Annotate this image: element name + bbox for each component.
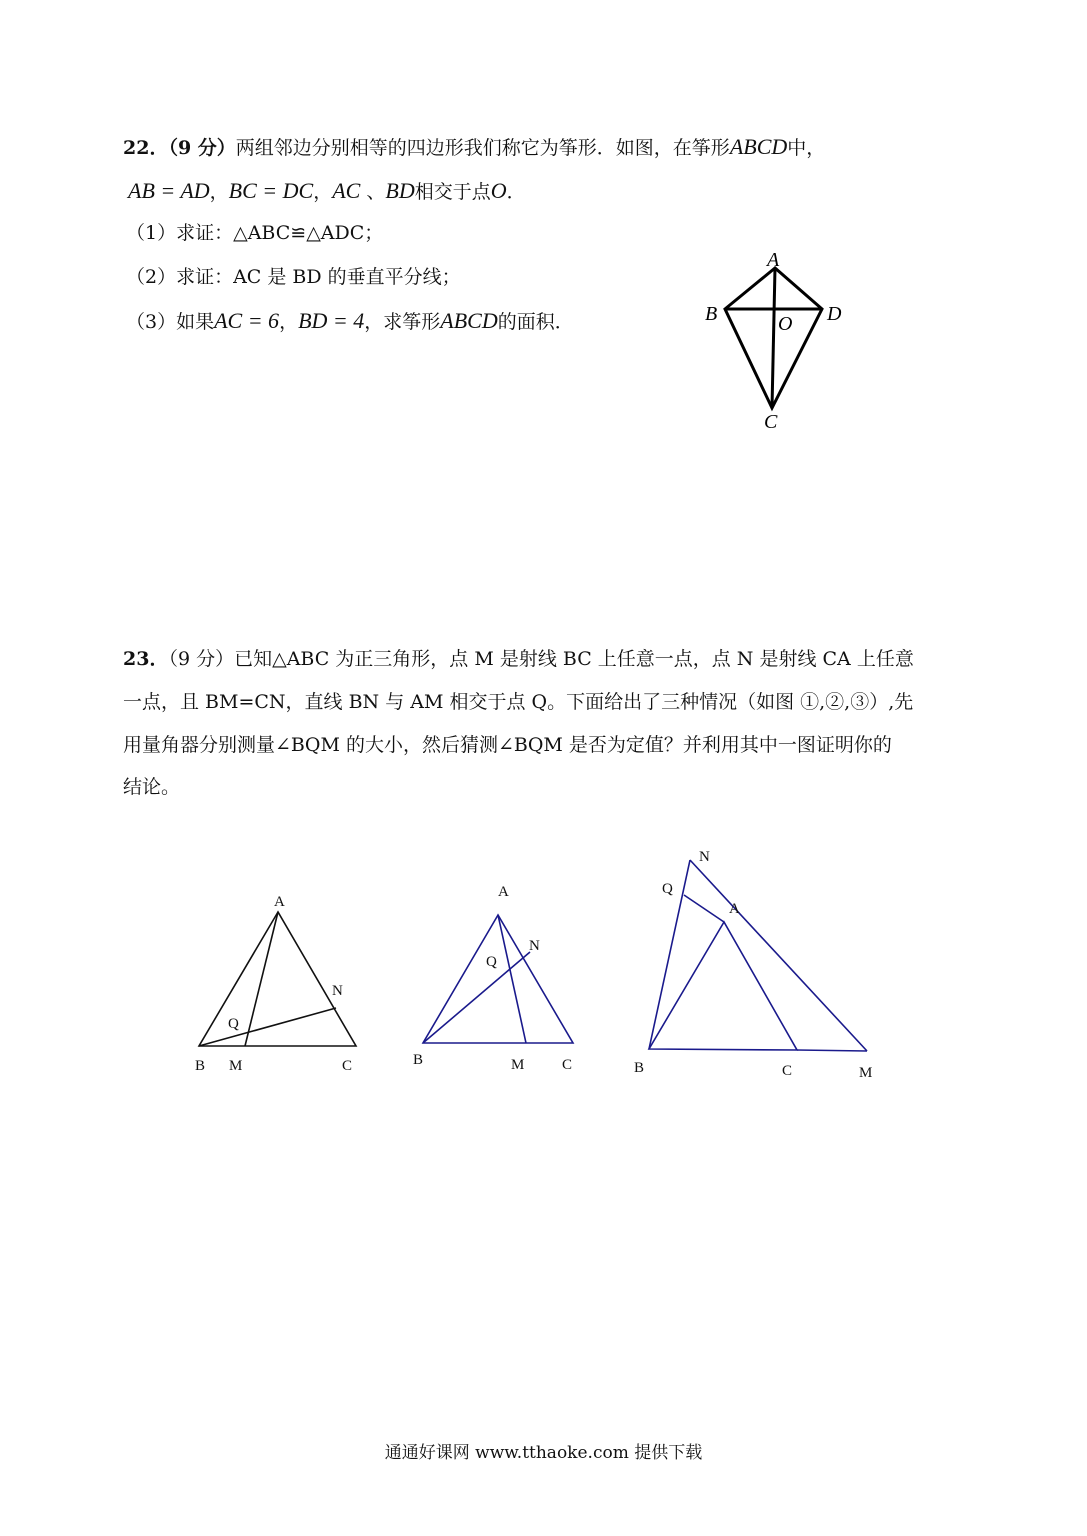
- fig1-label-a: A: [274, 894, 285, 910]
- fig2-label-q: Q: [486, 954, 497, 970]
- kite-label-b: B: [705, 303, 718, 325]
- fig3-line-qa: [684, 895, 724, 922]
- fig2-line-bn: [423, 952, 530, 1043]
- q22-period: ．: [506, 181, 526, 203]
- fig1-line-bn: [199, 1008, 336, 1046]
- fig3-label-c: C: [782, 1063, 793, 1079]
- q22-bd: BD: [385, 178, 415, 203]
- kite-label-a: A: [767, 249, 780, 271]
- fig3-label-m: M: [859, 1065, 873, 1081]
- q22-sep-1: ，: [209, 181, 229, 203]
- q22-ac: AC: [332, 178, 361, 203]
- q22-part-3-eq-ac: AC = 6: [214, 308, 280, 333]
- q22-part-3-sep: ，: [279, 311, 299, 333]
- q22-part-1: （1）求证：△ABC≌△ADC；: [126, 222, 384, 244]
- kite-diagonal-ac: [772, 268, 775, 408]
- fig1-label-q: Q: [228, 1016, 239, 1032]
- fig2-line-am: [498, 915, 526, 1043]
- q23-line-4: 结论。: [123, 776, 181, 798]
- q22-sep-2: ，: [313, 181, 333, 203]
- q22-stem-text-1: 两组邻边分别相等的四边形我们称它为筝形．如图，在筝形: [235, 137, 730, 159]
- q23-figure-1: [199, 912, 356, 1046]
- q22-part-3-text-b: ，求筝形: [364, 311, 441, 333]
- fig3-label-n: N: [699, 849, 710, 865]
- fig3-label-a: A: [729, 901, 740, 917]
- q22-point-o: O: [490, 178, 507, 203]
- q22-score: （9 分）: [168, 137, 236, 159]
- fig2-label-n: N: [529, 938, 540, 954]
- fig1-label-b: B: [195, 1058, 206, 1074]
- q23-line-1: [123, 650, 914, 669]
- fig1-label-n: N: [332, 983, 343, 999]
- fig3-label-q: Q: [662, 881, 673, 897]
- q22-eq-ab-ad: AB = AD: [128, 178, 210, 203]
- q22-part-2: （2）求证：AC 是 BD 的垂直平分线；: [126, 266, 461, 288]
- q22-stem-text-2: 相交于点: [414, 181, 491, 203]
- kite-label-c: C: [764, 411, 778, 433]
- fig1-triangle-abc: [199, 912, 356, 1046]
- kite-label-o: O: [778, 313, 793, 335]
- fig3-line-bc-extension: [797, 1050, 867, 1051]
- fig3-triangle-abc: [649, 922, 797, 1050]
- kite-label-d: D: [827, 303, 842, 325]
- fig1-label-m: M: [229, 1058, 243, 1074]
- q22-part-3-abcd: ABCD: [440, 308, 498, 333]
- q22-part-3-text-a: （3）如果: [126, 311, 215, 333]
- fig3-line-nm: [690, 860, 867, 1051]
- q22-part-3-eq-bd: BD = 4: [298, 308, 365, 333]
- page-footer: 通通好课网 www.tthaoke.com 提供下载: [384, 1443, 703, 1463]
- q23-line-3: 用量角器分别测量∠BQM 的大小，然后猜测∠BQM 是否为定值？并利用其中一图证明你的: [123, 734, 892, 756]
- fig2-label-b: B: [413, 1052, 424, 1068]
- q22-stem-text-1-end: 中，: [787, 137, 826, 159]
- q23-figure-2: [423, 915, 573, 1043]
- fig2-label-c: C: [562, 1057, 573, 1073]
- q23-number: 23．: [123, 648, 169, 670]
- fig1-label-c: C: [342, 1058, 353, 1074]
- q22-dunhao: 、: [360, 181, 386, 203]
- q23-line-2: 一点，且 BM=CN，直线 BN 与 AM 相交于点 Q。下面给出了三种情况（如图 ①,②,③）,先: [123, 691, 914, 713]
- q22-part-3-text-c: 的面积．: [497, 311, 574, 333]
- q23-figure-3: [649, 860, 867, 1051]
- fig3-label-b: B: [634, 1060, 645, 1076]
- q23-line-1-text: （9 分）已知△ABC 为正三角形，点 M 是射线 BC 上任意一点，点 N 是射线 CA 上任意: [168, 648, 914, 670]
- q22-eq-bc-dc: BC = DC: [228, 178, 314, 203]
- fig2-label-a: A: [498, 884, 509, 900]
- fig2-label-m: M: [511, 1057, 525, 1073]
- q22-number: 22．: [123, 137, 169, 159]
- q22-abcd: ABCD: [729, 134, 788, 159]
